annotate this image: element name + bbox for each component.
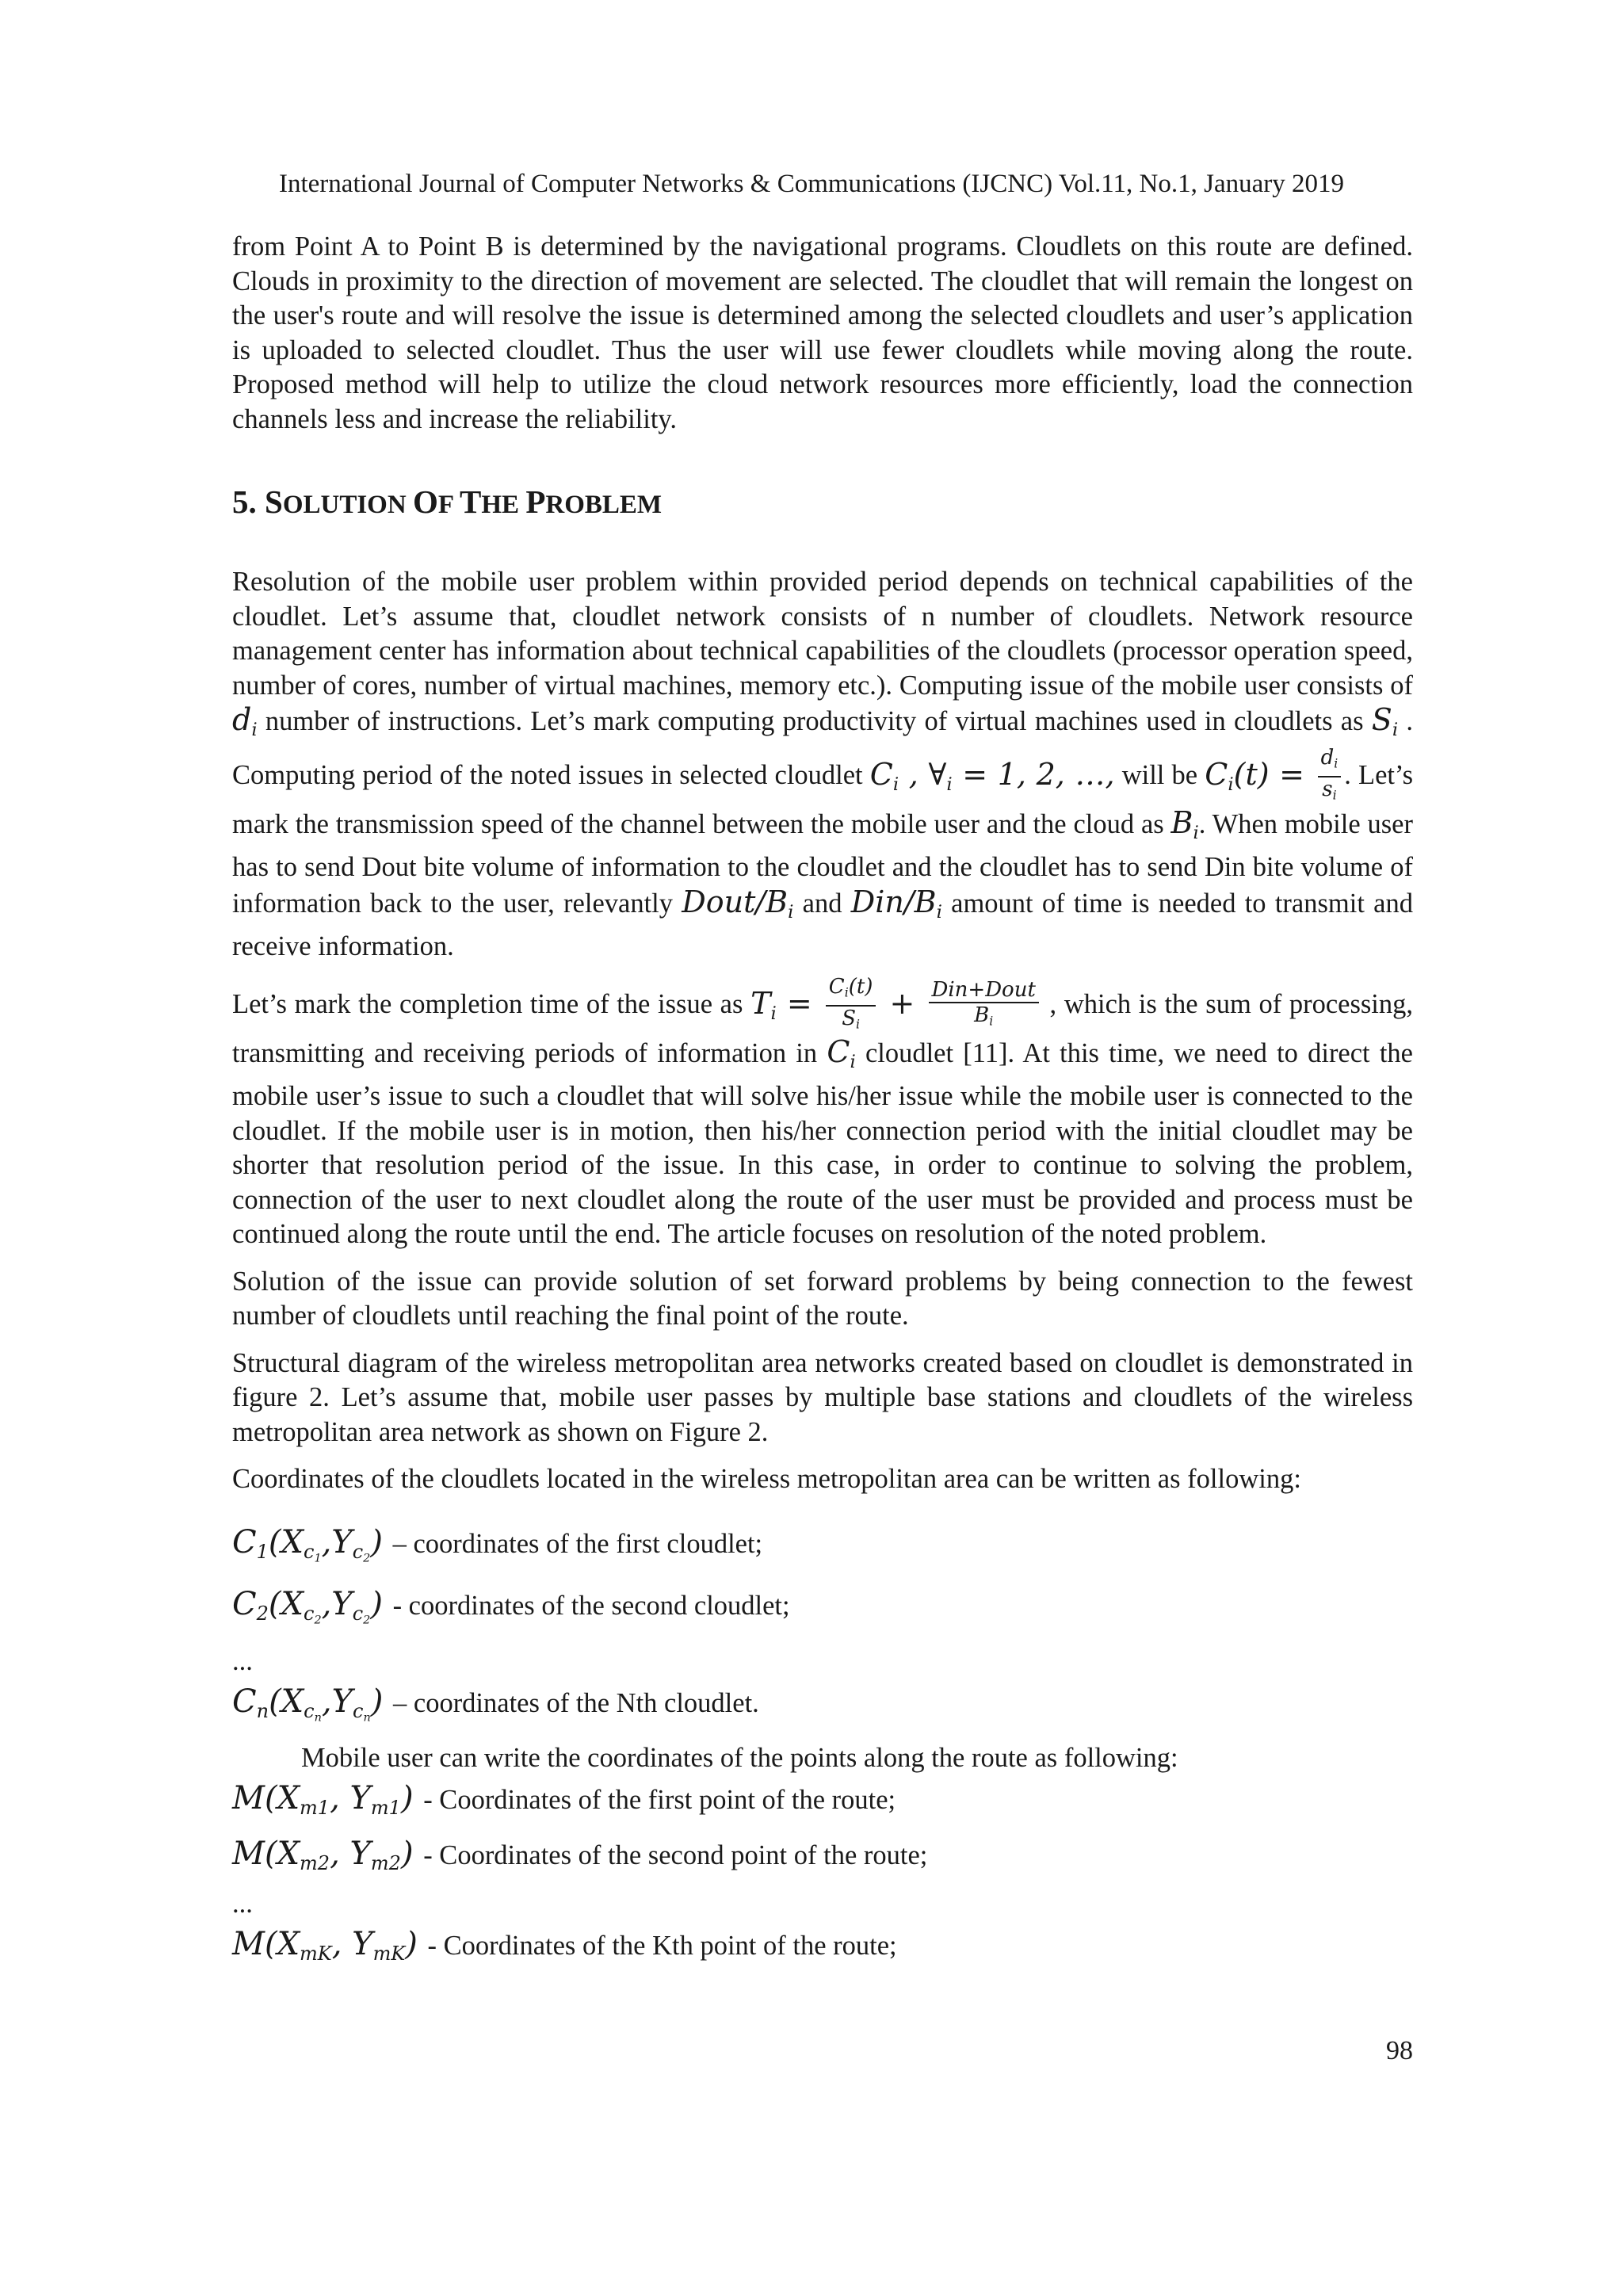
route-coordinate-k: $M(X_{mK}$, $Y_{mK}$) - Coordinates of the Kth point of the route; xyxy=(232,1926,897,1966)
cloudlet-coordinate-1: $C_1(X_{c_1},Y_{c_2})$ – coordinates of the first cloudlet; xyxy=(232,1523,763,1564)
paragraph-coordinates: Coordinates of the cloudlets located in the wireless metropolitan area can be written as following: xyxy=(232,1464,1301,1494)
paragraph-solution: Solution of the issue can provide solution of set forward problems by being connection to the fewest number of cloudlets until reaching the final point of the route. xyxy=(232,1266,1413,1331)
page-number: 98 xyxy=(1386,2036,1413,2065)
section-heading: 5. SOLUTION OF THE PROBLEM xyxy=(232,483,663,520)
paragraph-structural-diagram: Structural diagram of the wireless metropolitan area networks created based on cloudlet is demonstrated in figure 2. Let’s assume that, mobile user passes by multiple base stations and cloudlets of the wireless metropolitan area network as shown on Figure 2. xyxy=(232,1347,1413,1447)
formula-d-i: $d_i$ xyxy=(232,702,258,740)
section-number: 5. xyxy=(232,483,257,520)
formula-dout-b: Dout/$B_i$ xyxy=(682,884,794,923)
cloudlet-coordinate-n: $C_n(X_{c_n},Y_{c_n})$ – coordinates of the Nth cloudlet. xyxy=(232,1683,759,1724)
ellipsis: ... xyxy=(232,1889,253,1920)
route-coordinate-1: $M(X_{m1}$, $Y_{m1}$) - Coordinates of the first point of the route; xyxy=(232,1780,896,1820)
formula-s-i: $S_i$ xyxy=(1371,702,1399,740)
page-body xyxy=(232,230,1413,1977)
cloudlet-coordinate-list xyxy=(232,1519,1413,1977)
formula-t-i: $T_i$ = $\frac{C_i(t)}{S_i}$ + $\frac{\text{Din+Dout}}{B_i}$ xyxy=(750,986,1042,1021)
route-coordinate-2: $M(X_{m2}$, $Y_{m2}$) - Coordinates of the second point of the route; xyxy=(232,1836,928,1875)
route-intro: Mobile user can write the coordinates of the points along the route as following: xyxy=(301,1743,1178,1773)
formula-c-i: $C_i$ xyxy=(827,1033,856,1072)
formula-din-b: Din/$B_i$ xyxy=(850,884,942,923)
formula-b-i: $B_i$ xyxy=(1170,804,1199,843)
cloudlet-coordinate-2: $C_2(X_{c_2},Y_{c_2})$ - coordinates of the second cloudlet; xyxy=(232,1586,790,1627)
journal-header: International Journal of Computer Networks & Communications (IJCNC) Vol.11, No.1, January 2019 xyxy=(279,170,1344,198)
intro-paragraph: from Point A to Point B is determined by the navigational programs. Cloudlets on this route are defined. Clouds in proximity to the direction of movement are selected. The cloudlet that will remain the longest on the user's route and will resolve the issue is determined among the selected cloudlets and user’s application is uploaded to selected cloudlet. Thus the user will use fewer cloudlets while moving along the route. Proposed method will help to utilize the cloud network resources more efficiently, load the connection channels less and increase the reliability. xyxy=(232,231,1413,434)
paragraph-resolution: Resolution of the mobile user problem within provided period depends on technical capabilities of the cloudlet. Let’s assume that, cloudlet network consists of n number of cloudlets. Network resource management center has information about technical capabilities of the cloudlets (processor operation speed, number of cores, number of virtual machines, memory etc.). Computing issue of the mobile user consists of $d_i$ number of instructions. Let’s mark computing productivity of virtual machines used in cloudlets as $S_i$ . Computing period of the noted issues in selected cloudlet $C_i$ , $\forall_i = 1$, 2, …, will be $C_i(t)$ = $\frac{d_i}{s_i}$ . Let’s mark the transmission speed of the channel between the mobile user and the cloud as $B_i$. When mobile user has to send Dout bite volume of information to the cloudlet and the cloudlet has to send Din bite volume of information back to the user, relevantly Dout/$B_i$ and Din/$B_i$ amount of time is needed to transmit and receive information. xyxy=(232,567,1414,961)
formula-c-i-forall: $C_i$ , $\forall_i = 1$, 2, …, xyxy=(869,756,1115,795)
paragraph-completion-time: Let’s mark the completion time of the issue as $T_i$ = $\frac{C_i(t)}{S_i}$ + $\frac{\text{Din+Dout}}{B_i}$ , which is the sum of processing, transmitting and receiving periods of information in $C_i$ cloudlet [11]. At this time, we need to direct the mobile user’s issue to such a cloudlet that will solve his/her issue while the mobile user is connected to the cloudlet. If the mobile user is in motion, then his/her connection period with the initial cloudlet may be shorter that resolution period of the issue. In this case, in order to continue to solving the problem, connection of the user to next cloudlet along the route of the user must be provided and process must be continued along the route until the end. The article focuses on resolution of the noted problem. xyxy=(232,975,1414,1249)
ellipsis: ... xyxy=(232,1645,253,1676)
formula-ci-t: $C_i(t)$ = $\frac{d_i}{s_i}$ xyxy=(1205,757,1344,792)
